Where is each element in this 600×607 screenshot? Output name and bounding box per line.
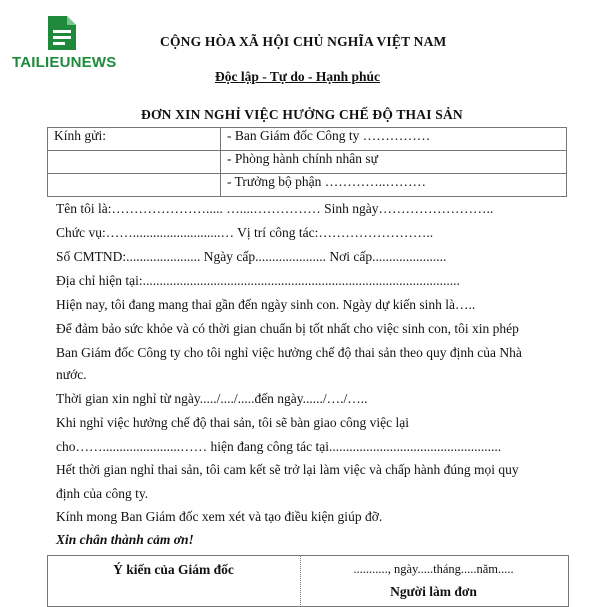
body-line: Hiện nay, tôi đang mang thai gần đến ngày sinh con. Ngày dự kiến sinh là….. bbox=[56, 297, 476, 312]
director-opinion-label: Ý kiến của Giám đốc bbox=[113, 562, 234, 577]
motto: Độc lập - Tự do - Hạnh phúc bbox=[215, 69, 381, 84]
body-line: Để đảm bảo sức khỏe và có thời gian chuẩn bị tốt nhất cho việc sinh con, tôi xin phép bbox=[56, 321, 519, 336]
table-row bbox=[48, 128, 567, 151]
empty-cell bbox=[48, 174, 221, 197]
body-line: cho…….......................…… hiện đang công tác tại................................................... bbox=[56, 439, 502, 454]
body-line: Ban Giám đốc Công ty cho tôi nghỉ việc hưởng chế độ thai sản theo quy định của Nhà bbox=[56, 345, 522, 360]
body-line: Hết thời gian nghỉ thai sản, tôi cam kết sẽ trở lại làm việc và chấp hành đúng mọi quy bbox=[56, 462, 519, 477]
body-line: Tên tôi là:…………………..... …....…………… Sinh ngày…………………….. bbox=[56, 201, 494, 216]
body-line: Kính mong Ban Giám đốc xem xét và tạo điều kiện giúp đỡ. bbox=[56, 509, 383, 524]
logo bbox=[12, 14, 117, 71]
recipient-item: - Trưởng bộ phận …………..……… bbox=[221, 174, 567, 197]
document-title: ĐƠN XIN NGHỈ VIỆC HƯỞNG CHẾ ĐỘ THAI SẢN bbox=[141, 107, 463, 122]
recipient-item: - Ban Giám đốc Công ty …………… bbox=[221, 128, 567, 151]
body-line: định của công ty. bbox=[56, 486, 149, 501]
body-line: Số CMTND:...................... Ngày cấp..................... Nơi cấp...................... bbox=[56, 249, 447, 264]
recipient-label: Kính gửi: bbox=[48, 128, 221, 151]
body-line: Khi nghỉ việc hưởng chế độ thai sản, tôi sẽ bàn giao công việc lại bbox=[56, 415, 409, 430]
table-row bbox=[48, 151, 567, 174]
body-line: Địa chỉ hiện tại:.............................................................................................. bbox=[56, 273, 460, 288]
logo-text: TAILIEUNEWS bbox=[12, 54, 117, 71]
body-line: Thời gian xin nghỉ từ ngày...../..../.....đến ngày....../…./….. bbox=[56, 391, 368, 406]
body-line: nước. bbox=[56, 367, 87, 382]
empty-cell bbox=[48, 151, 221, 174]
nation-heading: CỘNG HÒA XÃ HỘI CHỦ NGHĨA VIỆT NAM bbox=[160, 34, 447, 49]
document-icon bbox=[45, 14, 79, 52]
table-row bbox=[48, 174, 567, 197]
recipient-table bbox=[47, 127, 567, 197]
recipient-item: - Phòng hành chính nhân sự bbox=[221, 151, 567, 174]
date-line: ..........., ngày.....tháng.....năm..... bbox=[353, 562, 514, 576]
applicant-label: Người làm đơn bbox=[390, 584, 477, 599]
body-line: Chức vụ:……..........................… Vị trí công tác:…………………….. bbox=[56, 225, 434, 240]
thanks-line: Xin chân thành cảm ơn! bbox=[56, 532, 194, 547]
